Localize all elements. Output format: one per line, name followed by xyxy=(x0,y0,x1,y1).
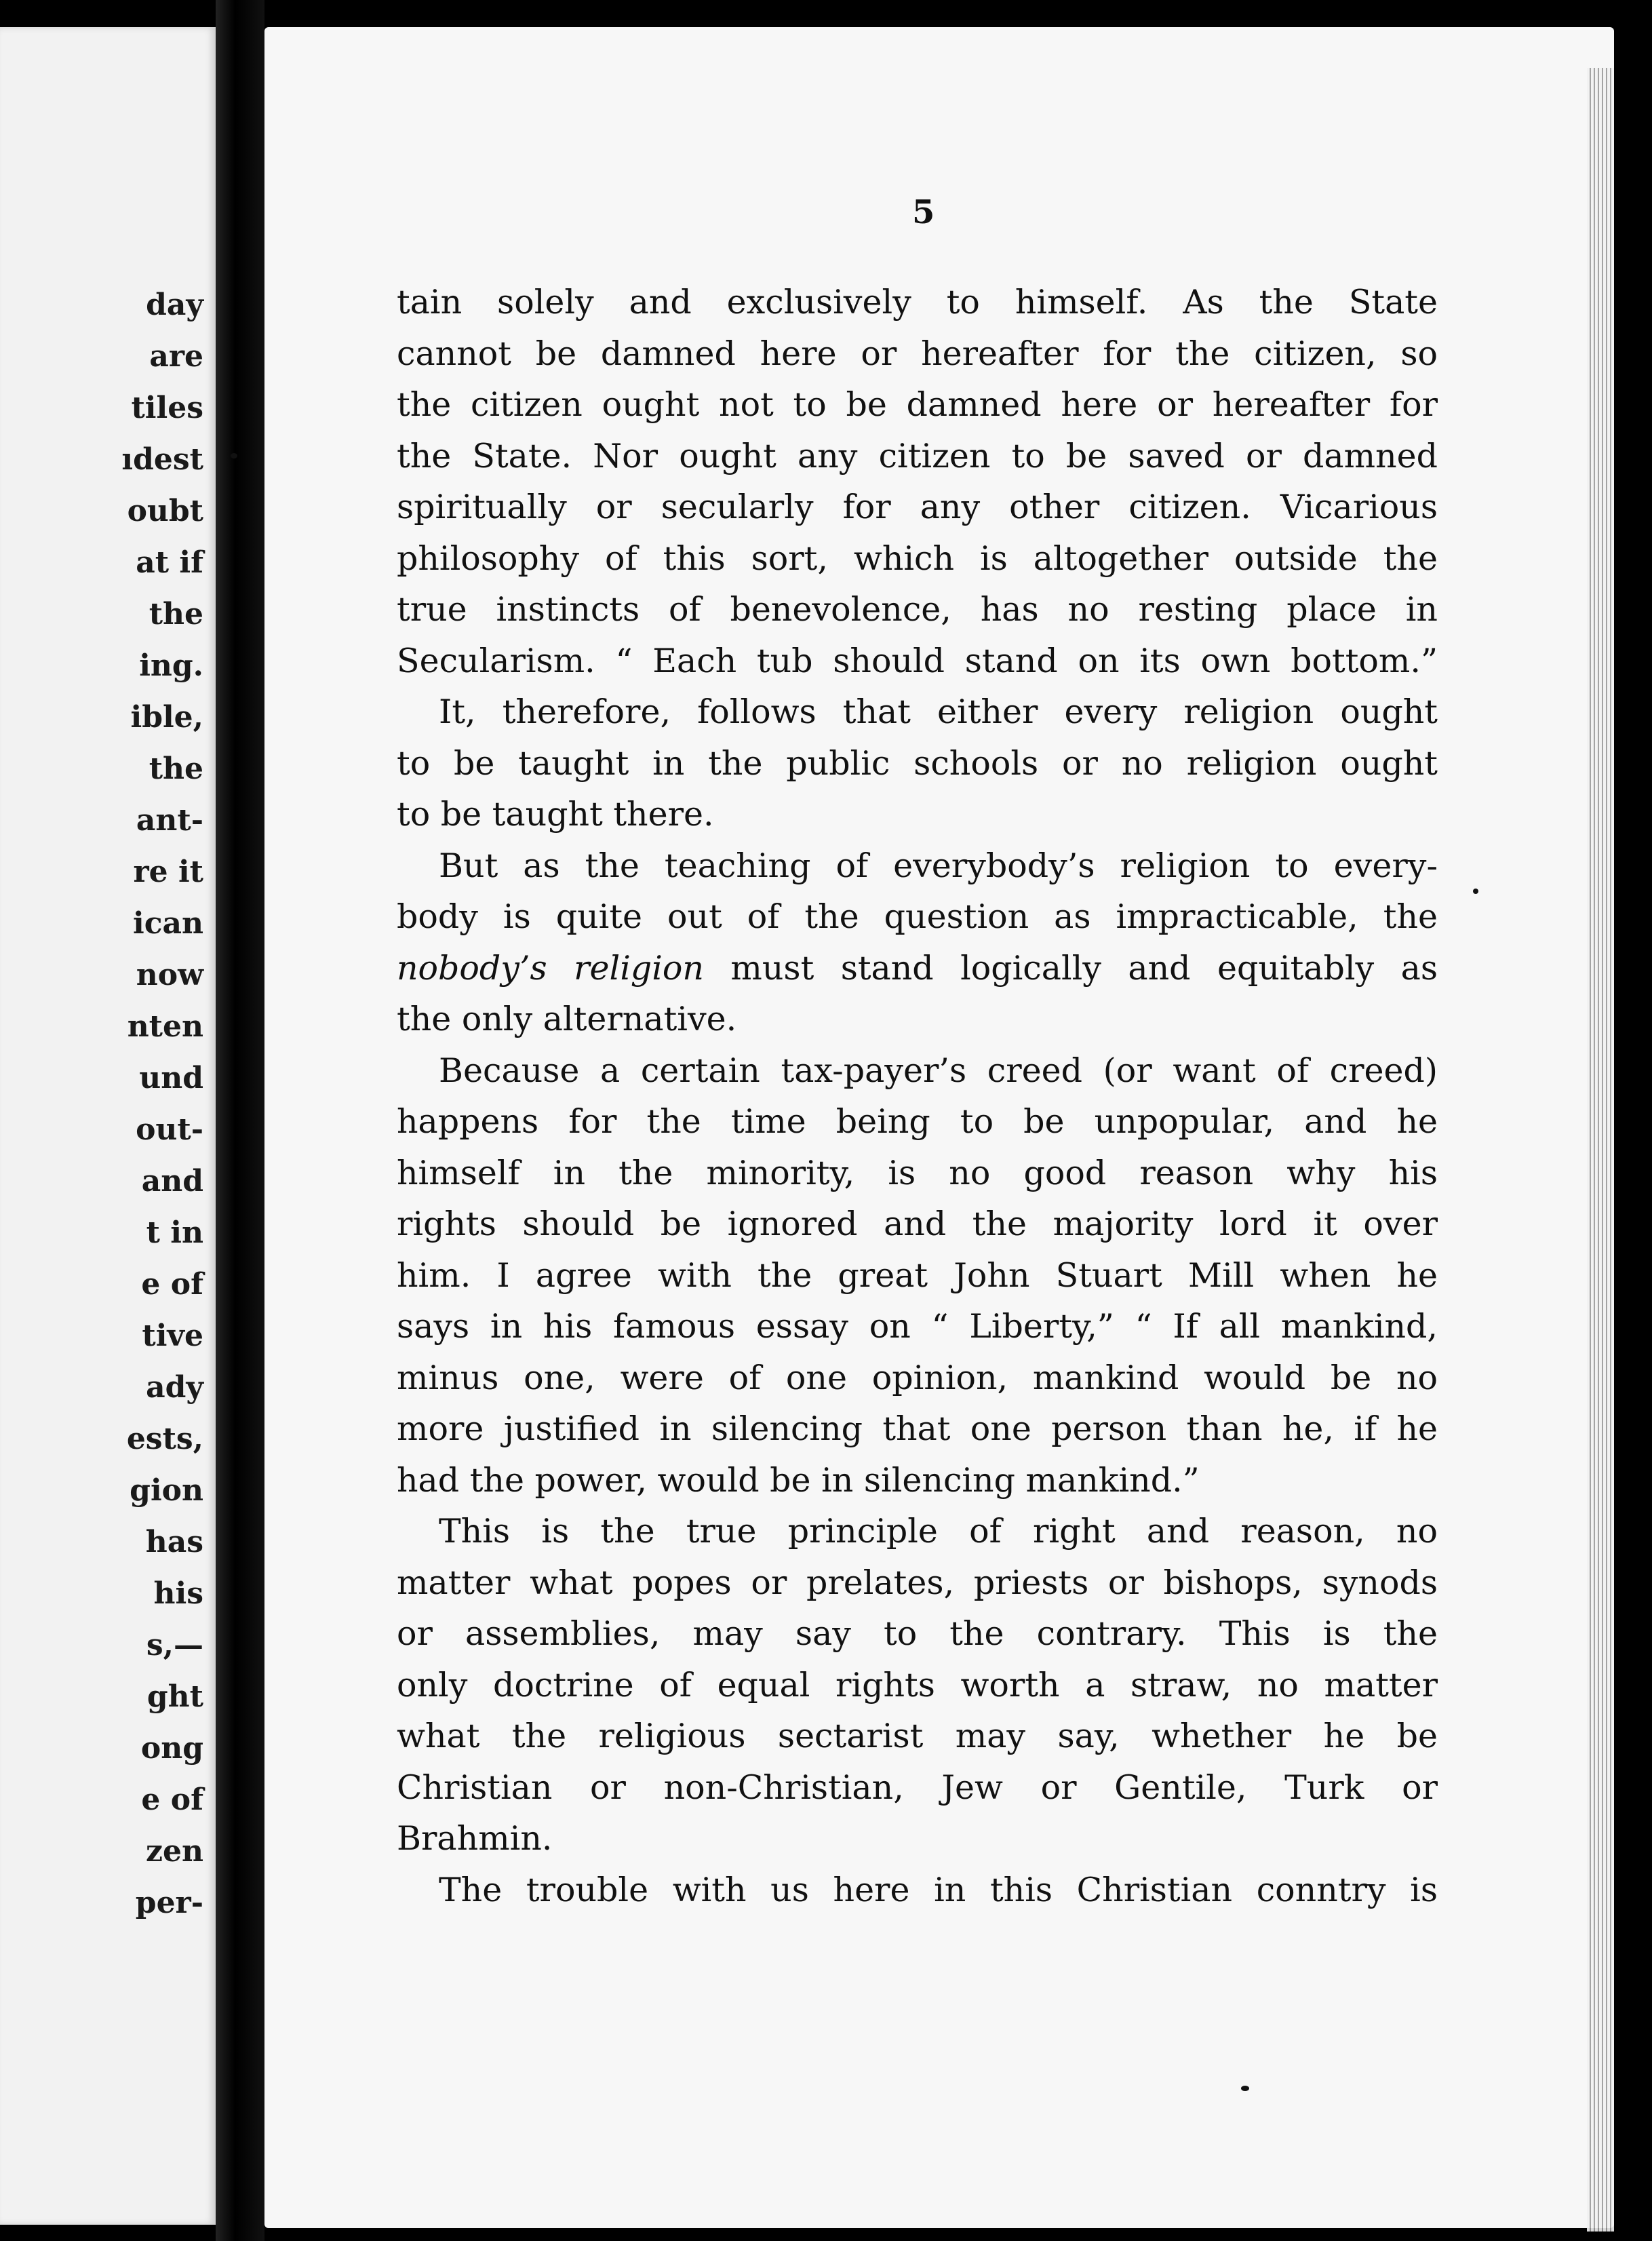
left-page-fragment: s,— xyxy=(146,1628,203,1662)
text-line: body is quite out of the question as impracticable, the xyxy=(397,897,1438,936)
left-page-fragment: ests, xyxy=(126,1422,203,1456)
page-body-text xyxy=(397,277,1438,1915)
left-facing-page xyxy=(0,27,216,2225)
text-line: the State. Nor ought any citizen to be saved or damned xyxy=(397,436,1438,475)
left-page-fragment: t in xyxy=(146,1215,203,1250)
text-line: But as the teaching of everybody’s religion to every- xyxy=(439,846,1438,885)
left-page-fragment: tive xyxy=(142,1319,203,1353)
text-line: matter what popes or prelates, priests or bishops, synods xyxy=(397,1563,1438,1602)
page-number: 5 xyxy=(912,193,935,231)
text-line: happens for the time being to be unpopular, and he xyxy=(397,1102,1438,1141)
left-page-fragment: ing. xyxy=(139,648,203,683)
text-fragment: must stand logically and equitably as xyxy=(703,948,1438,988)
text-line: tain solely and exclusively to himself. As the State xyxy=(397,283,1438,321)
left-page-fragment: e of xyxy=(141,1267,203,1302)
text-line: only doctrine of equal rights worth a straw, no matter xyxy=(397,1665,1438,1704)
left-page-fragment: and xyxy=(141,1164,203,1199)
left-page-fragment: ady xyxy=(146,1370,203,1405)
left-page-fragment: the xyxy=(149,752,203,786)
text-line: more justified in silencing that one person than he, if he xyxy=(397,1409,1438,1448)
left-page-fragment: at if xyxy=(136,545,203,580)
text-line: This is the true principle of right and reason, no xyxy=(439,1512,1438,1551)
text-line: cannot be damned here or hereafter for the citizen, so xyxy=(397,334,1438,373)
left-page-fragment: gion xyxy=(130,1473,203,1508)
text-line: had the power, would be in silencing mankind.” xyxy=(397,1460,1200,1500)
text-line: Secularism. “ Each tub should stand on its own bottom.” xyxy=(397,641,1438,680)
text-line: philosophy of this sort, which is altogether outside the xyxy=(397,539,1438,578)
left-page-fragment: oubt xyxy=(127,494,203,528)
left-page-fragment: his xyxy=(153,1576,203,1611)
text-line: The trouble with us here in this Christian conntry is xyxy=(439,1870,1438,1909)
text-line: rights should be ignored and the majority lord it over xyxy=(397,1205,1438,1243)
text-line: It, therefore, follows that either every religion ought xyxy=(439,693,1438,731)
text-line: himself in the minority, is no good reason why his xyxy=(397,1153,1438,1192)
italic-phrase: nobody’s religion xyxy=(397,948,704,988)
text-line: to be taught in the public schools or no religion ought xyxy=(397,743,1438,783)
left-page-fragment: ıdest xyxy=(121,442,203,477)
left-page-fragment: out- xyxy=(136,1112,203,1147)
left-page-fragment: tiles xyxy=(131,391,203,425)
left-page-fragment: day xyxy=(146,288,203,322)
page-edge-stack xyxy=(1587,68,1614,2232)
text-line: Brahmin. xyxy=(397,1819,553,1858)
text-line: what the religious sectarist may say, whether he be xyxy=(397,1717,1438,1755)
scan-speck xyxy=(231,453,237,459)
left-page-fragment: ican xyxy=(132,906,203,941)
left-page-fragment: und xyxy=(139,1061,203,1095)
text-line: the citizen ought not to be damned here or hereafter for xyxy=(397,385,1438,424)
left-page-fragment: the xyxy=(149,597,203,631)
left-page-fragment: nten xyxy=(127,1009,203,1044)
text-line: spiritually or secularly for any other citizen. Vicarious xyxy=(397,488,1438,526)
left-page-fragment: re it xyxy=(133,855,203,889)
text-line: him. I agree with the great John Stuart Mill when he xyxy=(397,1255,1438,1295)
left-page-fragment: zen xyxy=(146,1834,203,1869)
text-line: Christian or non-Christian, Jew or Gentile, Turk or xyxy=(397,1768,1438,1807)
left-page-fragment: ong xyxy=(140,1731,203,1766)
left-page-fragment: ght xyxy=(146,1679,203,1714)
text-line: says in his famous essay on “ Liberty,” “ If all mankind, xyxy=(397,1307,1438,1346)
left-page-fragment: has xyxy=(145,1525,203,1559)
left-page-fragment: e of xyxy=(141,1782,203,1817)
left-page-fragment: are xyxy=(149,339,203,374)
left-page-fragment: ant- xyxy=(136,803,203,838)
scan-speck xyxy=(1473,889,1478,894)
left-page-fragment: now xyxy=(136,958,203,992)
scan-speck xyxy=(1241,2086,1249,2091)
text-line: minus one, were of one opinion, mankind would be no xyxy=(397,1358,1438,1397)
text-line-with-italic xyxy=(397,943,1438,994)
left-page-fragment: per- xyxy=(135,1886,203,1920)
text-line: to be taught there. xyxy=(397,795,714,834)
text-line: the only alternative. xyxy=(397,1000,737,1038)
left-page-fragment: ible, xyxy=(130,700,203,735)
text-line: Because a certain tax-payer’s creed (or want of creed) xyxy=(439,1051,1438,1090)
book-gutter xyxy=(216,0,264,2241)
text-line: true instincts of benevolence, has no resting place in xyxy=(397,590,1438,629)
text-line: or assemblies, may say to the contrary. This is the xyxy=(397,1614,1438,1653)
